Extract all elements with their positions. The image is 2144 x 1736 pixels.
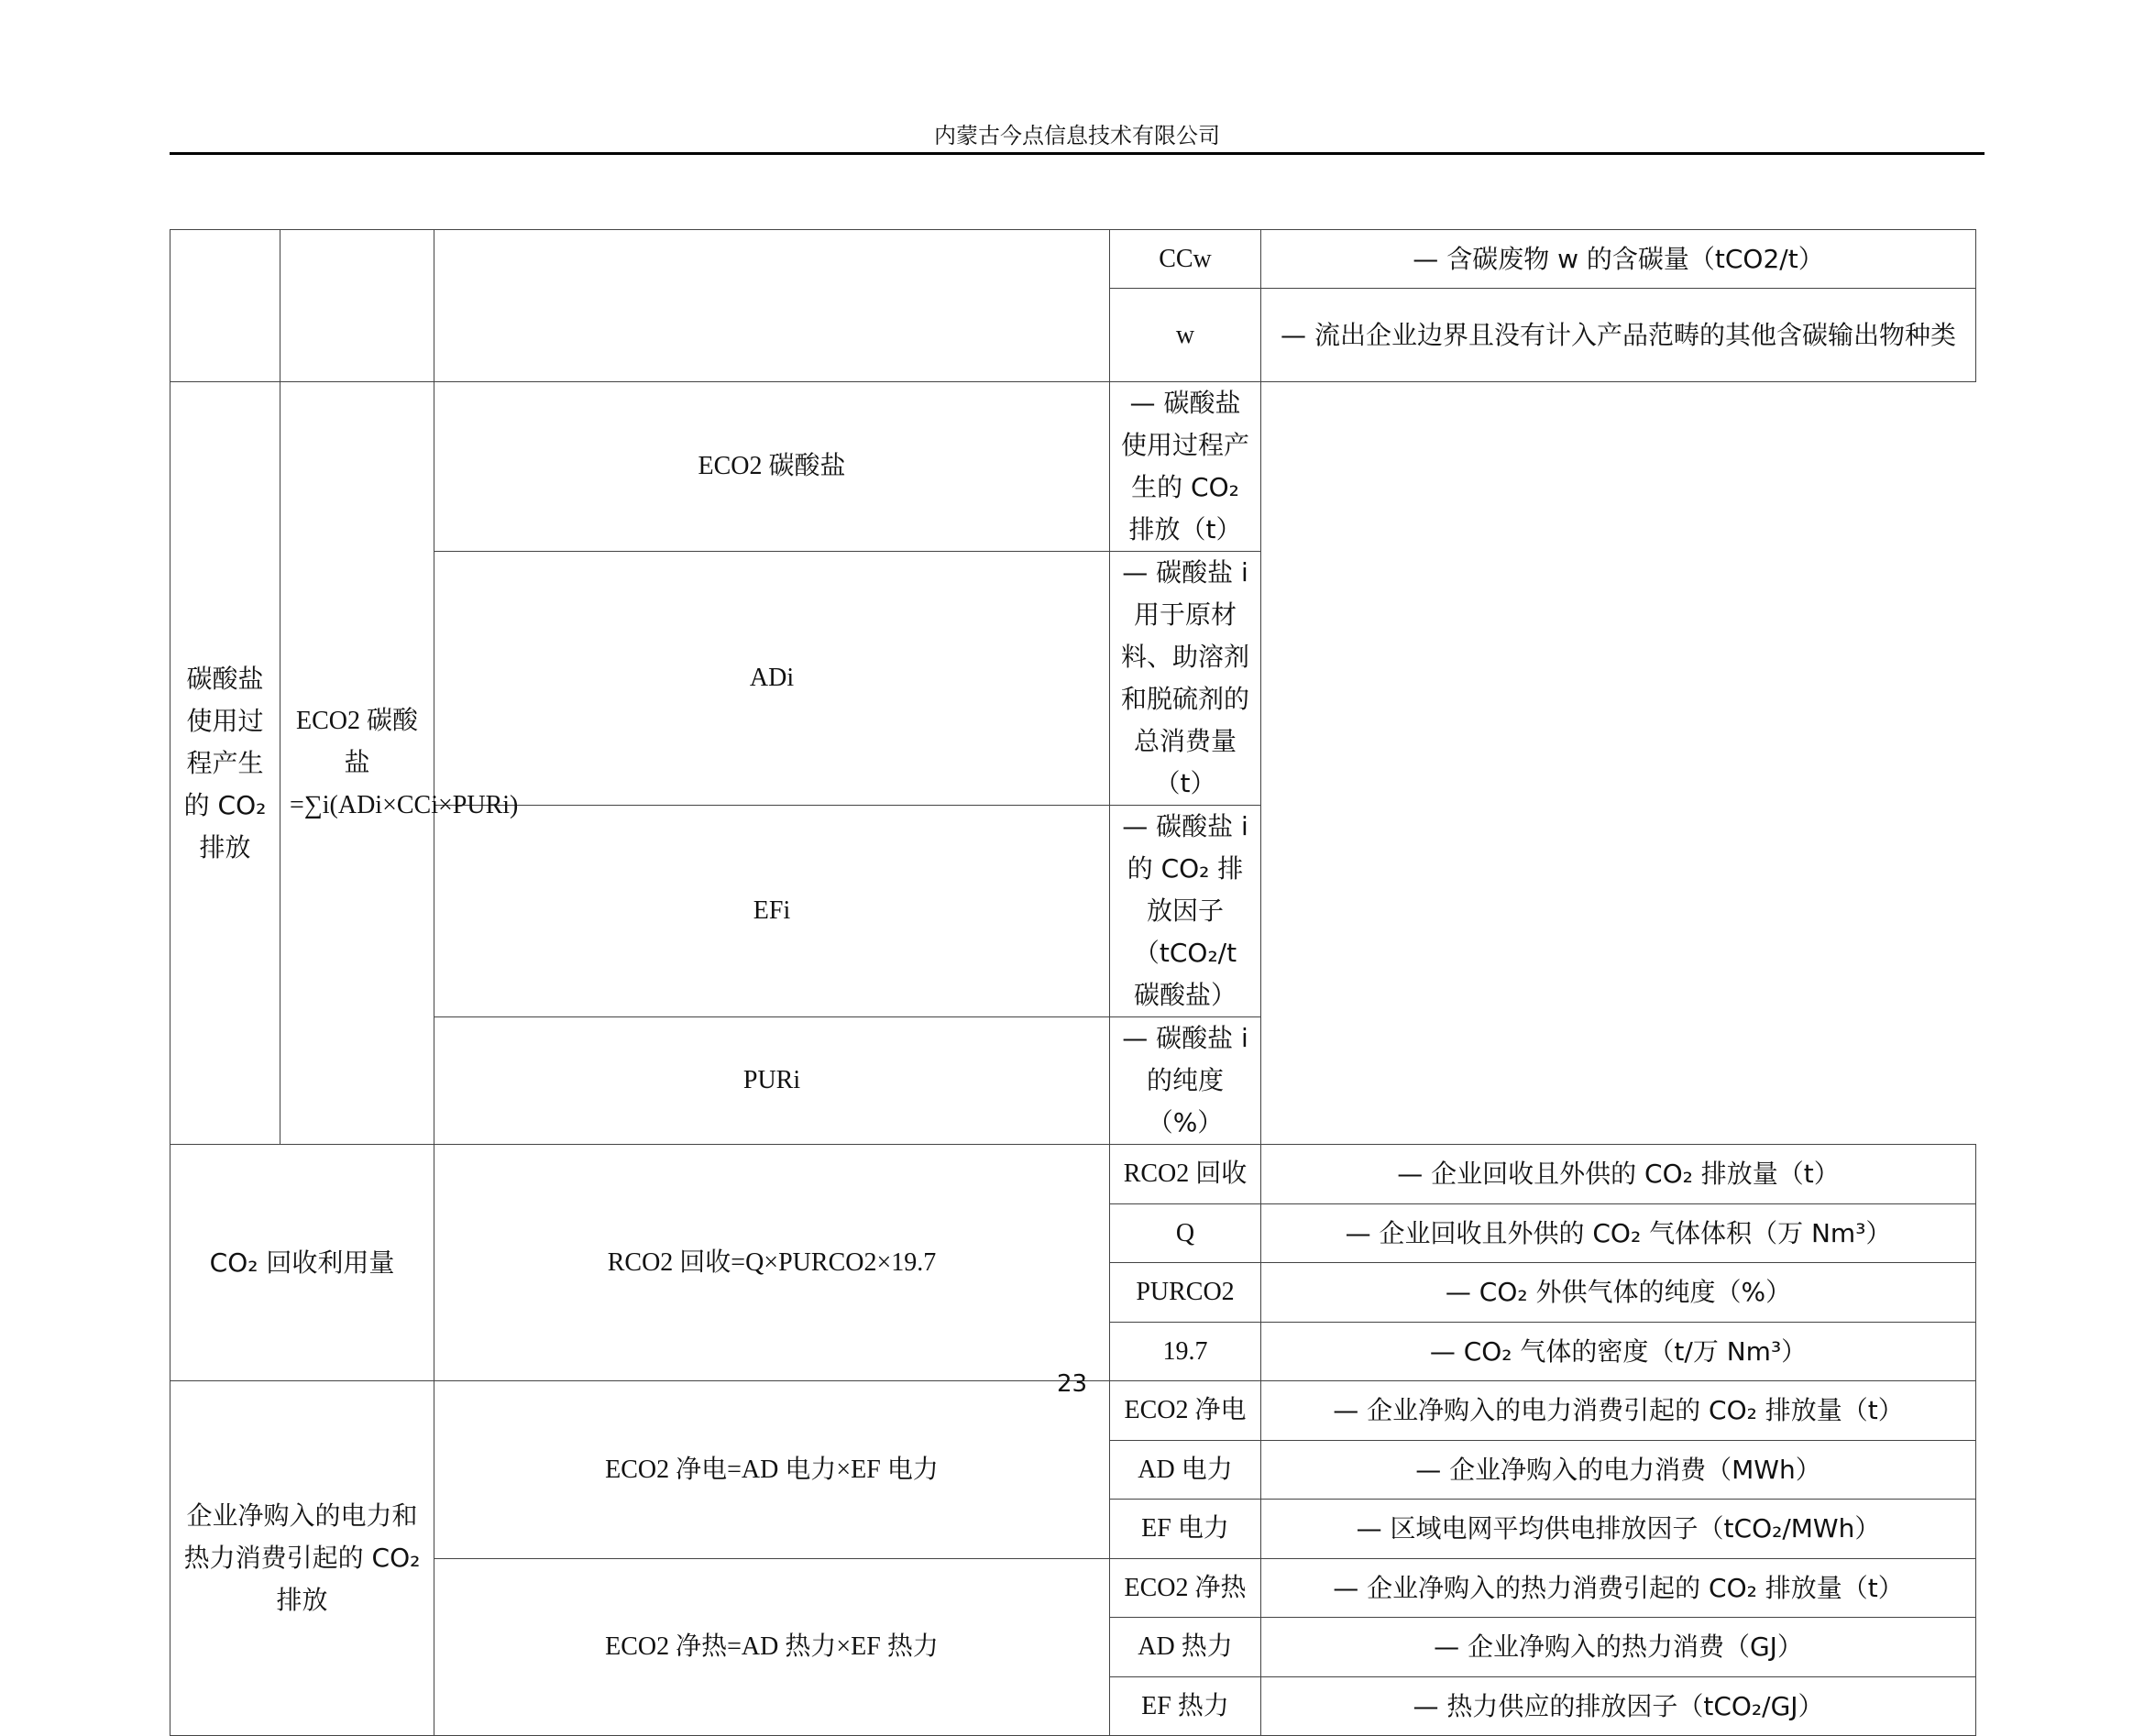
empty-cell bbox=[170, 230, 280, 382]
symbol-cell: ECO2 碳酸盐 bbox=[434, 382, 1110, 552]
symbol-cell: ECO2 净电 bbox=[1110, 1381, 1261, 1441]
page-number: 23 bbox=[1056, 1370, 1088, 1398]
symbol-cell: EF 热力 bbox=[1110, 1677, 1261, 1736]
symbol-cell: AD 热力 bbox=[1110, 1618, 1261, 1677]
table-row bbox=[170, 230, 1976, 289]
symbol-cell: EFi bbox=[434, 806, 1110, 1017]
symbol-cell: ADi bbox=[434, 552, 1110, 806]
description-cell: — 含碳废物 w 的含碳量（tCO2/t） bbox=[1261, 230, 1976, 289]
symbol-cell: 19.7 bbox=[1110, 1323, 1261, 1381]
table-row bbox=[170, 806, 1976, 1017]
description-cell: — CO₂ 气体的密度（t/万 Nm³） bbox=[1261, 1323, 1976, 1381]
symbol-cell: w bbox=[1110, 289, 1261, 382]
description-cell: — 企业净购入的热力消费（GJ） bbox=[1261, 1618, 1976, 1677]
formula-cell: ECO2 净电=AD 电力×EF 电力 bbox=[434, 1381, 1110, 1559]
empty-cell bbox=[434, 230, 1110, 382]
description-cell: — 企业净购入的电力消费引起的 CO₂ 排放量（t） bbox=[1261, 1381, 1976, 1441]
category-cell: CO₂ 回收利用量 bbox=[170, 1145, 434, 1381]
symbol-cell: CCw bbox=[1110, 230, 1261, 289]
description-cell: — 碳酸盐 i 的 CO₂ 排放因子（tCO₂/t 碳酸盐） bbox=[1110, 806, 1261, 1017]
formula-cell: ECO2 净热=AD 热力×EF 热力 bbox=[434, 1559, 1110, 1736]
formula-cell: RCO2 回收=Q×PURCO2×19.7 bbox=[434, 1145, 1110, 1381]
description-cell: — 企业净购入的热力消费引起的 CO₂ 排放量（t） bbox=[1261, 1559, 1976, 1618]
description-cell: — 碳酸盐使用过程产生的 CO₂ 排放（t） bbox=[1110, 382, 1261, 552]
symbol-cell: ECO2 净热 bbox=[1110, 1559, 1261, 1618]
page-header-company: 内蒙古今点信息技术有限公司 bbox=[934, 123, 1220, 148]
symbol-cell: PURCO2 bbox=[1110, 1263, 1261, 1323]
table-row bbox=[170, 382, 1976, 552]
header-rule bbox=[170, 152, 1985, 155]
formula-cell: ECO2 碳酸盐=∑i(ADi×CCi×PURi) bbox=[280, 382, 434, 1145]
symbol-cell: AD 电力 bbox=[1110, 1441, 1261, 1500]
description-cell: — 热力供应的排放因子（tCO₂/GJ） bbox=[1261, 1677, 1976, 1736]
empty-cell bbox=[280, 230, 434, 382]
description-cell: — 碳酸盐 i 的纯度（%） bbox=[1110, 1017, 1261, 1145]
table-row bbox=[170, 552, 1976, 806]
description-cell: — 流出企业边界且没有计入产品范畴的其他含碳输出物种类 bbox=[1261, 289, 1976, 382]
symbol-cell: EF 电力 bbox=[1110, 1500, 1261, 1559]
description-cell: — CO₂ 外供气体的纯度（%） bbox=[1261, 1263, 1976, 1323]
category-cell: 碳酸盐使用过程产生的 CO₂ 排放 bbox=[170, 382, 280, 1145]
description-cell: — 企业回收且外供的 CO₂ 气体体积（万 Nm³） bbox=[1261, 1204, 1976, 1263]
category-cell: 企业净购入的电力和热力消费引起的 CO₂ 排放 bbox=[170, 1381, 434, 1736]
description-cell: — 企业净购入的电力消费（MWh） bbox=[1261, 1441, 1976, 1500]
symbol-cell: Q bbox=[1110, 1204, 1261, 1263]
table-row bbox=[170, 1145, 1976, 1204]
description-cell: — 企业回收且外供的 CO₂ 排放量（t） bbox=[1261, 1145, 1976, 1204]
symbol-cell: RCO2 回收 bbox=[1110, 1145, 1261, 1204]
table-row bbox=[170, 1559, 1976, 1618]
table-row bbox=[170, 1017, 1976, 1145]
emissions-formula-table bbox=[170, 229, 1976, 1736]
description-cell: — 区域电网平均供电排放因子（tCO₂/MWh） bbox=[1261, 1500, 1976, 1559]
description-cell: — 碳酸盐 i 用于原材料、助溶剂和脱硫剂的总消费量（t） bbox=[1110, 552, 1261, 806]
symbol-cell: PURi bbox=[434, 1017, 1110, 1145]
